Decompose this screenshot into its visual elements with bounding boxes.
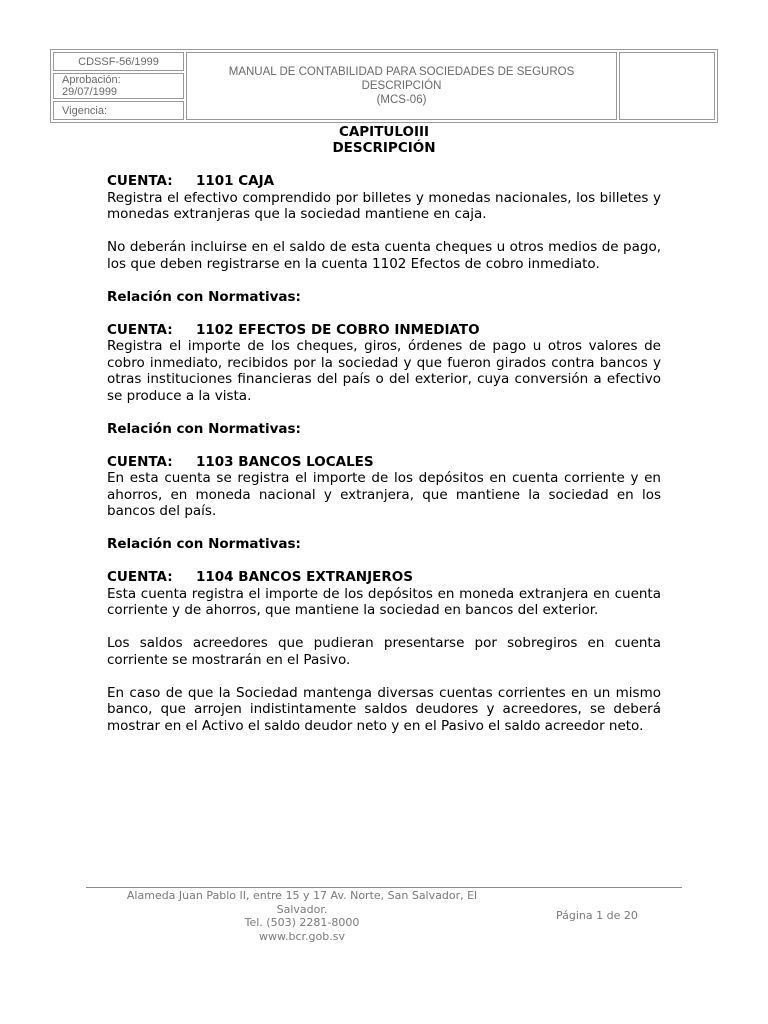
normativas-heading: Relación con Normativas:: [107, 288, 301, 305]
account-title: 1104 BANCOS EXTRANJEROS: [196, 569, 413, 585]
account-title: 1103 BANCOS LOCALES: [196, 453, 374, 470]
account-title: 1101 CAJA: [196, 173, 275, 189]
paragraph: No deberán incluirse en el saldo de esta cuenta cheques u otros medios de pago, los que deben registrarse en la cuenta 1102 Efectos de cobro inmediato.: [107, 239, 661, 272]
chapter-title: CAPITULOIII: [338, 124, 430, 140]
account-label: CUENTA:: [107, 453, 173, 470]
account-heading: [107, 173, 661, 190]
account-heading: [107, 569, 661, 586]
normativas-heading: Relación con Normativas:: [107, 420, 301, 437]
approval-date: Aprobación: 29/07/1999: [53, 73, 184, 99]
account-label: CUENTA:: [107, 173, 173, 189]
account-label: CUENTA:: [107, 321, 173, 338]
paragraph: Esta cuenta registra el importe de los depósitos en moneda extranjera en cuenta corriente y de ahorros, que mantiene la sociedad en bancos del exterior.: [107, 585, 661, 618]
chapter-subtitle: DESCRIPCIÓN: [332, 140, 436, 156]
paragraph: En caso de que la Sociedad mantenga diversas cuentas corrientes en un mismo banco, que arrojen indistintamente saldos deudores y acreedores, se deberá mostrar en el Activo el saldo deudor neto y en el Pasivo el saldo acreedor neto.: [107, 684, 661, 734]
chapter-heading: [0, 124, 768, 156]
header-title: [186, 52, 617, 120]
page-number: Página 1 de 20: [556, 909, 638, 922]
paragraph: Registra el importe de los cheques, giros, órdenes de pago u otros valores de cobro inmediato, recibidos por la sociedad y que fueron girados contra bancos y otras instituciones financieras del país o del exterior, cuya conversión a efectivo se produce a la vista.: [107, 338, 661, 404]
footer-phone: Tel. (503) 2281-8000: [244, 916, 360, 929]
document-code: CDSSF-56/1999: [53, 52, 184, 71]
account-heading: [107, 454, 661, 471]
footer-divider: [86, 887, 682, 888]
paragraph: Registra el efectivo comprendido por billetes y monedas nacionales, los billetes y monedas extranjeras que la sociedad mantiene en caja.: [107, 189, 661, 222]
document-body: [107, 173, 661, 734]
validity-label: Vigencia:: [53, 101, 184, 120]
paragraph: En esta cuenta se registra el importe de los depósitos en cuenta corriente y en ahorros, en moneda nacional y extranjera, que mantiene la sociedad en los bancos del país.: [107, 470, 661, 519]
account-heading: [107, 322, 661, 339]
header-title-line3: (MCS-06): [376, 94, 427, 106]
header-logo-cell: [619, 52, 715, 120]
header-title-line1: MANUAL DE CONTABILIDAD PARA SOCIEDADES DE SEGUROS: [228, 66, 575, 78]
footer-address: [116, 889, 488, 943]
account-label: CUENTA:: [107, 569, 173, 585]
normativas-heading: Relación con Normativas:: [107, 536, 301, 552]
footer-address-line: Alameda Juan Pablo II, entre 15 y 17 Av. Norte, San Salvador, El Salvador.: [126, 889, 478, 916]
header-meta-column: [53, 52, 184, 120]
paragraph: Los saldos acreedores que pudieran presentarse por sobregiros en cuenta corriente se mostrarán en el Pasivo.: [107, 635, 661, 668]
header-title-line2: DESCRIPCIÓN: [361, 80, 442, 92]
document-header: [50, 49, 718, 123]
footer-website: www.bcr.gob.sv: [259, 929, 345, 943]
account-title: 1102 EFECTOS DE COBRO INMEDIATO: [196, 321, 480, 338]
